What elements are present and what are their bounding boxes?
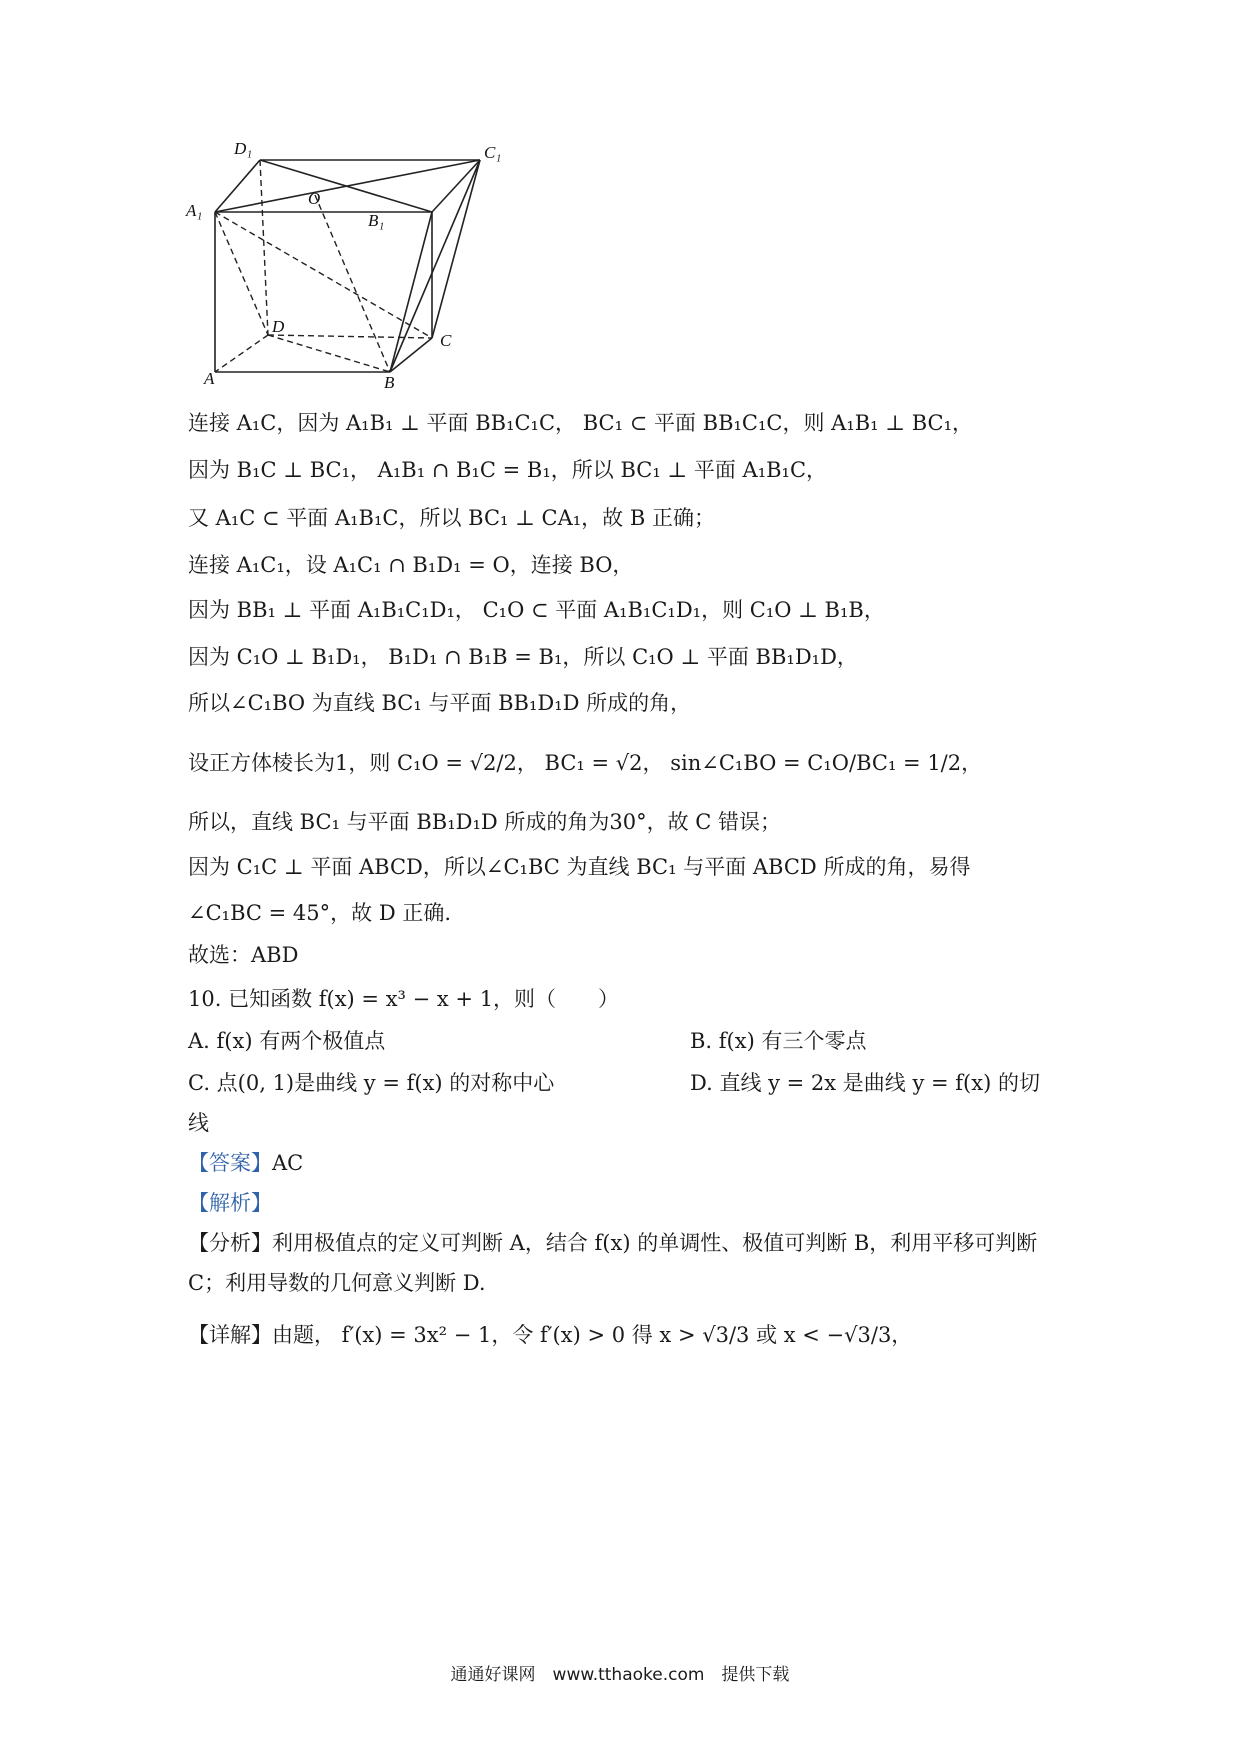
proof-line: 连接 A₁C，因为 A₁B₁ ⊥ 平面 BB₁C₁C， BC₁ ⊂ 平面 BB₁C₁C，则 A₁B₁ ⊥ BC₁， — [188, 411, 974, 435]
fenxi-line-2: C；利用导数的几何意义判断 D. — [188, 1271, 486, 1295]
hidden-edge — [215, 212, 432, 338]
label-c: C — [440, 331, 452, 350]
option-d-continued: 线 — [188, 1111, 209, 1135]
label-b1: B₁ — [368, 211, 385, 230]
answer-line — [188, 1148, 303, 1178]
option-b: B. f(x) 有三个零点 — [690, 1029, 867, 1053]
edge — [390, 212, 432, 372]
question-stem: 10. 已知函数 f(x) = x³ − x + 1，则（ ） — [188, 987, 620, 1011]
label-o: O — [308, 189, 321, 208]
proof-line: 所以∠C₁BO 为直线 BC₁ 与平面 BB₁D₁D 所成的角， — [188, 691, 692, 715]
label-d: D — [272, 317, 285, 336]
label-c1: C₁ — [484, 143, 502, 162]
proof-line: 所以，直线 BC₁ 与平面 BB₁D₁D 所成的角为30°，故 C 错误； — [188, 810, 782, 834]
hidden-edge — [268, 335, 432, 338]
proof-line: 因为 C₁O ⊥ B₁D₁， B₁D₁ ∩ B₁B = B₁，所以 C₁O ⊥ 平面 BB₁D₁D， — [188, 645, 858, 669]
hidden-edge — [260, 160, 268, 335]
proof-line: 设正方体棱长为1，则 C₁O = √2/2， BC₁ = √2， sin∠C₁BO = C₁O/BC₁ = 1/2， — [188, 751, 983, 775]
answer-value: AC — [272, 1151, 304, 1175]
diagonal — [260, 160, 432, 212]
option-a: A. f(x) 有两个极值点 — [188, 1029, 386, 1053]
option-c: C. 点(0, 1)是曲线 y = f(x) 的对称中心 — [188, 1071, 555, 1095]
label-a: A — [204, 369, 215, 388]
proof-line: 因为 BB₁ ⊥ 平面 A₁B₁C₁D₁， C₁O ⊂ 平面 A₁B₁C₁D₁，则 C₁O ⊥ B₁B， — [188, 598, 885, 622]
proof-line: 又 A₁C ⊂ 平面 A₁B₁C，所以 BC₁ ⊥ CA₁，故 B 正确； — [188, 506, 715, 530]
fenxi-line-1: 【分析】利用极值点的定义可判断 A，结合 f(x) 的单调性、极值可判断 B，利用平移可判断 — [188, 1231, 1038, 1255]
page-footer: 通通好课网 www.tthaoke.com 提供下载 — [450, 1665, 790, 1685]
option-d: D. 直线 y = 2x 是曲线 y = f(x) 的切 — [690, 1071, 1040, 1095]
proof-line: 故选：ABD — [188, 943, 299, 967]
proof-line: 因为 B₁C ⊥ BC₁， A₁B₁ ∩ B₁C = B₁，所以 BC₁ ⊥ 平面 A₁B₁C， — [188, 458, 828, 482]
hidden-edge — [215, 212, 268, 335]
proof-line: 因为 C₁C ⊥ 平面 ABCD，所以∠C₁BC 为直线 BC₁ 与平面 ABCD 所成的角，易得 — [188, 855, 971, 879]
xiangjie-line: 【详解】由题， f′(x) = 3x² − 1，令 f′(x) > 0 得 x > √3/3 或 x < −√3/3， — [188, 1323, 913, 1347]
label-b: B — [384, 373, 395, 392]
edge — [390, 338, 432, 372]
diagonal — [390, 160, 480, 372]
cube-figure — [186, 139, 530, 440]
label-a1: A₁ — [186, 201, 203, 220]
answer-tag: 【答案】 — [188, 1151, 272, 1175]
proof-line: ∠C₁BC = 45°，故 D 正确. — [188, 901, 452, 925]
label-d1: D₁ — [234, 139, 253, 158]
proof-line: 连接 A₁C₁，设 A₁C₁ ∩ B₁D₁ = O，连接 BO， — [188, 553, 634, 577]
hidden-edge — [268, 335, 390, 372]
hidden-edge — [215, 335, 268, 372]
analysis-tag: 【解析】 — [188, 1191, 272, 1215]
